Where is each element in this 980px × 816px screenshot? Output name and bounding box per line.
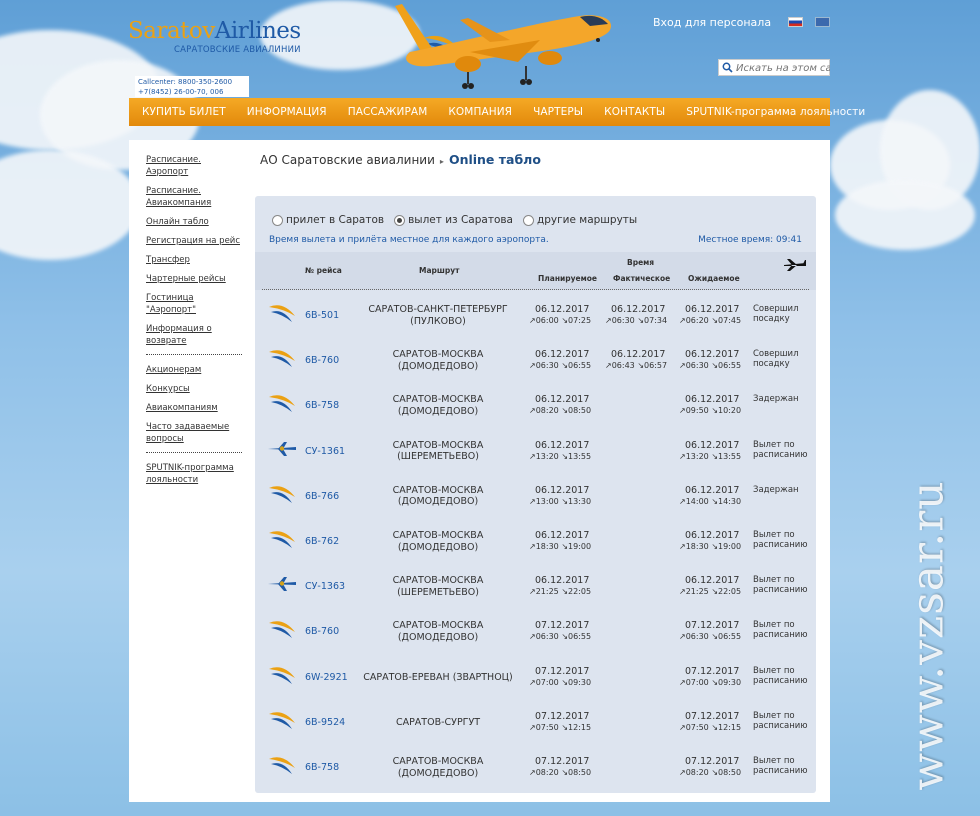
arrival-arrow-icon: ↘ <box>711 587 719 597</box>
local-time: Местное время: 09:41 <box>698 235 802 245</box>
arrival-arrow-icon: ↘ <box>561 722 569 732</box>
col-time: Время <box>627 258 655 267</box>
sidebar-item-tenders[interactable]: Конкурсы <box>146 384 190 394</box>
sidebar-item-online-board[interactable]: Онлайн табло <box>146 217 209 227</box>
flight-route: САРАТОВ-МОСКВА (ШЕРЕМЕТЬЕВО) <box>392 439 484 463</box>
watermark: www.vzsar.ru <box>902 479 954 791</box>
actual-time: 06.12.2017 ↗06:43 ↘06:57 <box>605 349 668 371</box>
flight-status: Вылет по расписанию <box>753 530 808 550</box>
flight-row <box>255 700 816 745</box>
saratov-airlines-logo-icon <box>268 528 296 553</box>
flight-status: Вылет по расписанию <box>753 710 808 731</box>
departure-arrow-icon: ↗ <box>679 316 686 325</box>
planned-time: 06.12.2017 ↗13:20 ↘13:55 <box>529 439 592 461</box>
arrival-arrow-icon: ↘ <box>561 587 569 597</box>
arrival-arrow-icon: ↘ <box>711 677 719 687</box>
flight-number: 6W-2921 <box>305 671 348 683</box>
departure-arrow-icon: ↗ <box>529 316 536 325</box>
saratov-airlines-logo-icon <box>268 347 296 372</box>
main-navigation <box>129 98 866 126</box>
airplane-illustration <box>340 0 630 100</box>
radio-other-routes[interactable] <box>523 215 534 226</box>
arrival-arrow-icon: ↘ <box>711 632 719 642</box>
flight-number: 6В-762 <box>305 536 340 547</box>
arrival-arrow-icon: ↘ <box>711 768 719 777</box>
sidebar-item-transfer[interactable]: Трансфер <box>146 255 190 265</box>
sidebar-item-hotel[interactable]: Гостиница "Аэропорт" <box>146 293 196 315</box>
col-actual: Фактическое <box>613 274 671 283</box>
expected-time: 06.12.2017 ↗06:30 ↘06:55 <box>679 349 742 371</box>
arrival-arrow-icon: ↘ <box>561 542 569 551</box>
departure-arrow-icon: ↗ <box>529 451 536 461</box>
flight-route: САРАТОВ-МОСКВА (ДОМОДЕДОВО) <box>392 756 484 779</box>
sidebar-item-refund-info[interactable]: Информация о возврате <box>146 324 212 346</box>
content-panel <box>129 140 830 802</box>
logo-wordmark: SaratovAirlines <box>128 18 301 44</box>
flight-row <box>255 474 816 519</box>
arrival-arrow-icon: ↘ <box>561 406 569 416</box>
saratov-airlines-logo-icon <box>268 709 296 734</box>
expected-time: 06.12.2017 ↗09:50 ↘10:20 <box>679 394 742 416</box>
direction-filter <box>272 214 647 226</box>
flight-status: Вылет по расписанию <box>753 620 808 641</box>
expected-time: 06.12.2017 ↗13:20 ↘13:55 <box>679 439 742 461</box>
departure-arrow-icon: ↗ <box>679 496 686 506</box>
flight-status: Задержан <box>753 484 799 495</box>
saratov-airlines-logo-icon <box>268 302 296 327</box>
breadcrumb-arrow-icon: ▸ <box>439 157 444 166</box>
planned-time: 07.12.2017 ↗07:00 ↘09:30 <box>529 665 592 687</box>
flight-row <box>255 293 816 338</box>
departure-arrow-icon: ↗ <box>529 361 536 371</box>
planned-time: 06.12.2017 ↗13:00 ↘13:30 <box>529 484 592 506</box>
planned-time: 07.12.2017 ↗08:20 ↘08:50 <box>529 756 592 777</box>
departure-arrow-icon: ↗ <box>529 587 536 597</box>
expected-time: 07.12.2017 ↗07:00 ↘09:30 <box>679 665 742 687</box>
aeroflot-logo-icon <box>268 438 296 463</box>
arrival-arrow-icon: ↘ <box>711 316 719 325</box>
filter-departure[interactable]: вылет из Саратова <box>394 214 513 226</box>
radio-departure[interactable] <box>394 215 405 226</box>
actual-time: 06.12.2017 ↗06:30 ↘07:34 <box>605 304 668 325</box>
arrival-arrow-icon: ↘ <box>561 677 569 687</box>
english-flag-icon[interactable] <box>815 17 830 27</box>
departure-arrow-icon: ↗ <box>529 542 536 551</box>
sidebar-item-charter-flights[interactable]: Чартерные рейсы <box>146 274 226 284</box>
expected-time: 07.12.2017 ↗08:20 ↘08:50 <box>679 756 742 777</box>
flight-row <box>255 609 816 654</box>
departure-arrow-icon: ↗ <box>679 451 686 461</box>
russian-flag-icon[interactable] <box>788 17 803 27</box>
sidebar-item-sputnik[interactable]: SPUTNIK-программа лояльности <box>146 463 234 485</box>
flight-route: САРАТОВ-МОСКВА (ДОМОДЕДОВО) <box>392 620 484 643</box>
sidebar-item-schedule-airline[interactable]: Расписание. Авиакомпания <box>146 186 212 208</box>
sidebar-item-airlines[interactable]: Авиакомпаниям <box>146 403 218 413</box>
nav-passengers[interactable]: ПАССАЖИРАМ <box>347 106 428 118</box>
arrival-arrow-icon: ↘ <box>711 542 719 551</box>
flight-number: 6В-758 <box>305 762 340 773</box>
nav-charters[interactable]: ЧАРТЕРЫ <box>533 106 584 118</box>
planned-time: 06.12.2017 ↗18:30 ↘19:00 <box>529 530 592 551</box>
departure-arrow-icon: ↗ <box>679 587 686 597</box>
arrival-arrow-icon: ↘ <box>711 722 719 732</box>
flight-row <box>255 519 816 564</box>
flight-number: 6В-766 <box>305 490 340 502</box>
planned-time: 06.12.2017 ↗06:00 ↘07:25 <box>529 304 592 325</box>
flight-status: Совершил посадку <box>753 304 799 324</box>
flight-number: 6В-760 <box>305 355 340 367</box>
nav-buy-ticket[interactable]: КУПИТЬ БИЛЕТ <box>142 106 226 118</box>
nav-information[interactable]: ИНФОРМАЦИЯ <box>246 106 327 118</box>
departure-arrow-icon: ↗ <box>679 768 686 777</box>
flight-status: Совершил посадку <box>753 349 799 370</box>
arrival-arrow-icon: ↘ <box>561 316 569 325</box>
flight-board <box>255 196 816 793</box>
flight-number: 6В-758 <box>305 400 340 412</box>
breadcrumb-parent[interactable]: АО Саратовские авиалинии <box>260 153 435 167</box>
radio-arrival[interactable] <box>272 215 283 226</box>
site-search <box>718 59 830 76</box>
header-divider <box>262 289 809 290</box>
flight-status: Вылет по расписанию <box>753 575 808 596</box>
arrival-arrow-icon: ↘ <box>711 451 719 461</box>
departure-arrow-icon: ↗ <box>679 632 686 642</box>
callcenter-info: Callcenter: 8800-350-2600 +7(8452) 26-00-70, 006 <box>135 76 249 97</box>
arrival-arrow-icon: ↘ <box>561 451 569 461</box>
expected-time: 06.12.2017 ↗21:25 ↘22:05 <box>679 575 742 597</box>
flight-status: Вылет по расписанию <box>753 665 808 686</box>
arrival-arrow-icon: ↘ <box>711 406 719 416</box>
col-planned: Планируемое <box>538 274 597 283</box>
sidebar-divider <box>146 452 242 453</box>
nav-contacts[interactable]: КОНТАКТЫ <box>604 106 666 118</box>
arrival-arrow-icon: ↘ <box>561 496 569 506</box>
nav-sputnik-loyalty[interactable]: SPUTNIK-программа лояльности <box>686 106 866 118</box>
arrival-arrow-icon: ↘ <box>637 316 645 325</box>
logo-subtitle: САРАТОВСКИЕ АВИАЛИНИИ <box>174 45 301 55</box>
arrival-arrow-icon: ↘ <box>711 361 719 371</box>
staff-login-link[interactable]: Вход для персонала <box>653 16 772 29</box>
departure-arrow-icon: ↗ <box>529 406 536 416</box>
flight-route: САРАТОВ-МОСКВА (ДОМОДЕДОВО) <box>392 349 484 372</box>
arrival-arrow-icon: ↘ <box>561 632 569 642</box>
flight-status: Задержан <box>753 394 799 405</box>
departure-arrow-icon: ↗ <box>679 542 686 551</box>
local-time-note: Время вылета и прилёта местное для каждого аэропорта. <box>269 235 549 245</box>
col-flight-number: № рейса <box>305 266 342 275</box>
flight-route: САРАТОВ-МОСКВА (ДОМОДЕДОВО) <box>392 394 484 417</box>
col-route: Маршрут <box>419 266 460 275</box>
departure-arrow-icon: ↗ <box>529 496 536 506</box>
planned-time: 07.12.2017 ↗06:30 ↘06:55 <box>529 620 592 642</box>
flight-row <box>255 655 816 700</box>
saratov-airlines-logo-icon <box>268 483 296 508</box>
breadcrumb <box>260 152 541 167</box>
flight-number: СУ-1363 <box>305 581 346 593</box>
flight-route: САРАТОВ-СУРГУТ <box>395 716 481 728</box>
flight-row <box>255 745 816 790</box>
arrival-arrow-icon: ↘ <box>637 361 645 371</box>
sidebar <box>146 154 242 493</box>
planned-time: 06.12.2017 ↗21:25 ↘22:05 <box>529 575 592 597</box>
departure-arrow-icon: ↗ <box>605 316 612 325</box>
flight-route: САРАТОВ-САНКТ-ПЕТЕРБУРГ (ПУЛКОВО) <box>368 304 508 327</box>
expected-time: 06.12.2017 ↗06:20 ↘07:45 <box>679 304 742 325</box>
site-logo[interactable] <box>128 18 301 55</box>
table-header <box>255 252 816 290</box>
sidebar-item-faq[interactable]: Часто задаваемые вопросы <box>146 422 230 444</box>
departure-arrow-icon: ↗ <box>529 722 536 732</box>
departure-arrow-icon: ↗ <box>679 406 686 416</box>
expected-time: 06.12.2017 ↗18:30 ↘19:00 <box>679 530 742 551</box>
search-icon[interactable] <box>722 62 733 73</box>
expected-time: 07.12.2017 ↗06:30 ↘06:55 <box>679 620 742 642</box>
departure-arrow-icon: ↗ <box>529 677 536 687</box>
flight-status: Вылет по расписанию <box>753 439 808 460</box>
col-expected: Ожидаемое <box>688 274 740 283</box>
expected-time: 06.12.2017 ↗14:00 ↘14:30 <box>679 484 742 506</box>
planned-time: 06.12.2017 ↗06:30 ↘06:55 <box>529 349 592 371</box>
flight-route: САРАТОВ-ЕРЕВАН (ЗВАРТНОЦ) <box>363 671 513 683</box>
search-input[interactable] <box>736 61 830 75</box>
aeroflot-logo-icon <box>268 573 296 598</box>
flight-route: САРАТОВ-МОСКВА (ДОМОДЕДОВО) <box>392 530 484 553</box>
flight-number: 6В-760 <box>305 626 340 638</box>
expected-time: 07.12.2017 ↗07:50 ↘12:15 <box>679 710 742 732</box>
saratov-airlines-logo-icon <box>268 754 296 779</box>
page-title: Online табло <box>448 152 541 167</box>
sidebar-divider <box>146 354 242 355</box>
planned-time: 07.12.2017 ↗07:50 ↘12:15 <box>529 710 592 732</box>
flight-row <box>255 564 816 609</box>
flight-row <box>255 429 816 474</box>
sidebar-item-schedule-airport[interactable]: Расписание. Аэропорт <box>146 155 201 177</box>
sidebar-item-check-in[interactable]: Регистрация на рейс <box>146 236 240 246</box>
planned-time: 06.12.2017 ↗08:20 ↘08:50 <box>529 394 592 416</box>
flight-route: САРАТОВ-МОСКВА (ДОМОДЕДОВО) <box>392 484 484 508</box>
filter-other-routes[interactable]: другие маршруты <box>523 214 637 226</box>
flight-row <box>255 338 816 383</box>
saratov-airlines-logo-icon <box>268 664 296 689</box>
arrival-arrow-icon: ↘ <box>561 361 569 371</box>
flight-status: Вылет по расписанию <box>753 756 808 776</box>
flight-number: 6В-9524 <box>305 716 346 728</box>
flight-number: 6В-501 <box>305 310 340 321</box>
saratov-airlines-logo-icon <box>268 618 296 643</box>
departure-arrow-icon: ↗ <box>529 632 536 642</box>
cloud-decoration <box>835 180 975 250</box>
arrival-arrow-icon: ↘ <box>561 768 569 777</box>
departure-arrow-icon: ↗ <box>605 361 612 371</box>
flight-number: СУ-1361 <box>305 445 346 457</box>
departure-arrow-icon: ↗ <box>679 361 686 371</box>
departure-arrow-icon: ↗ <box>529 768 536 777</box>
nav-company[interactable]: КОМПАНИЯ <box>448 106 513 118</box>
airplane-icon <box>783 258 807 272</box>
filter-arrival[interactable]: прилет в Саратов <box>272 214 384 226</box>
sidebar-item-shareholders[interactable]: Акционерам <box>146 365 202 375</box>
flight-route: САРАТОВ-МОСКВА (ШЕРЕМЕТЬЕВО) <box>392 575 484 598</box>
arrival-arrow-icon: ↘ <box>711 496 719 506</box>
flight-row <box>255 383 816 428</box>
departure-arrow-icon: ↗ <box>679 677 686 687</box>
departure-arrow-icon: ↗ <box>679 722 686 732</box>
saratov-airlines-logo-icon <box>268 392 296 417</box>
